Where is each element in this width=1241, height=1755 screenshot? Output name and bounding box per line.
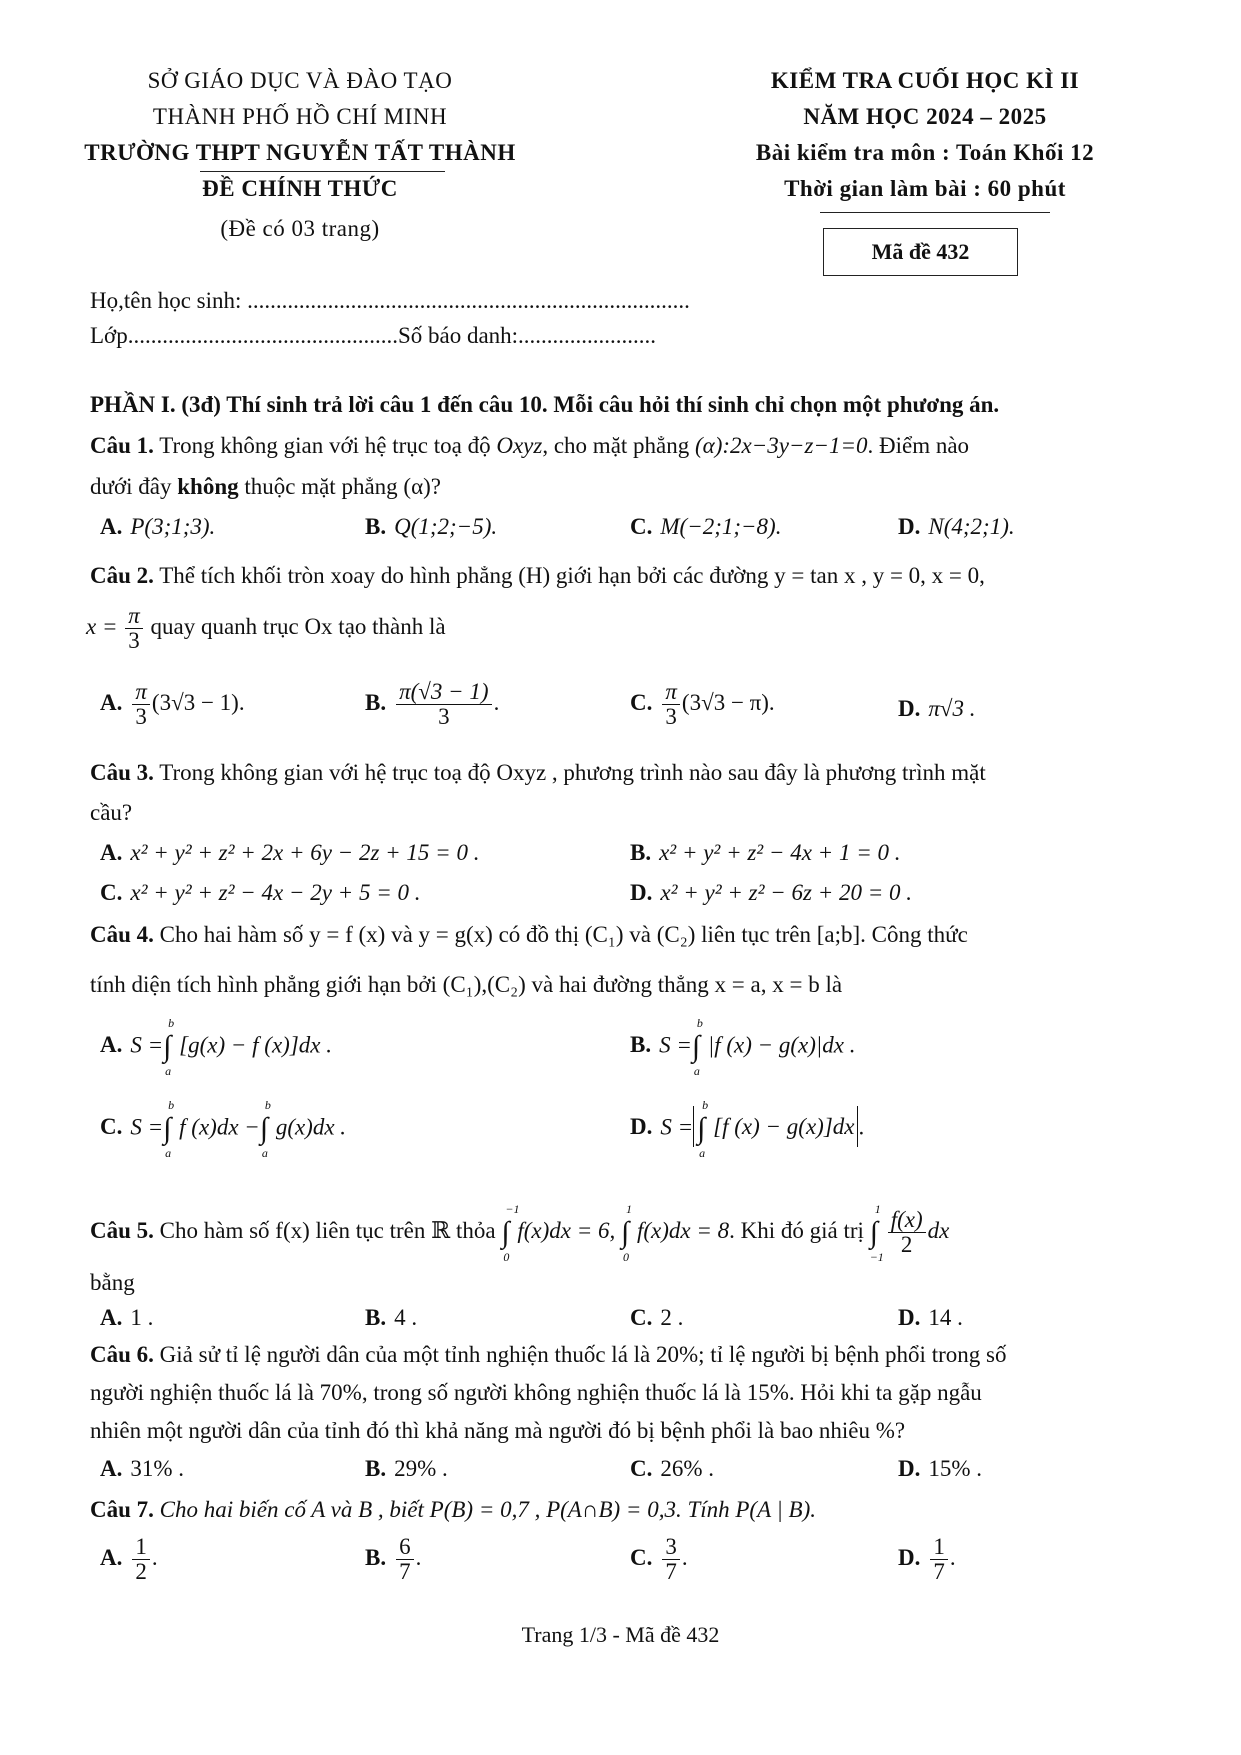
q3-option-b[interactable]: B. x² + y² + z² − 4x + 1 = 0 .	[630, 840, 901, 865]
q5-integral-2: f(x)dx = 8	[637, 1217, 730, 1243]
city-name: THÀNH PHỐ HỒ CHÍ MINH	[152, 104, 448, 129]
exam-code: Mã đề 432	[871, 239, 970, 264]
q5-option-d[interactable]: D. 14 .	[898, 1305, 963, 1330]
q7-label: Câu 7.	[90, 1497, 154, 1522]
q1-text-a: Trong không gian với hệ trục toạ độ	[153, 433, 497, 458]
time-limit: Thời gian làm bài : 60 phút	[784, 176, 1066, 201]
q6-label: Câu 6.	[90, 1342, 154, 1367]
header-underline-left	[200, 171, 445, 172]
q3-option-a[interactable]: A. x² + y² + z² + 2x + 6y − 2z + 15 = 0 .	[100, 840, 480, 865]
q5-option-b[interactable]: B. 4 .	[365, 1305, 418, 1330]
integral-sign: ∫ b a	[697, 1098, 709, 1160]
question-3	[90, 760, 986, 786]
question-1	[90, 433, 969, 459]
question-4	[90, 922, 968, 948]
q4-option-c[interactable]: C. S =∫ b a f (x)dx −∫ b a g(x)dx .	[100, 1098, 347, 1160]
q5-option-a[interactable]: A. 1 .	[100, 1305, 154, 1330]
question-6-line3: nhiên một người dân của tỉnh đó thì khả năng mà người đó bị bệnh phổi là bao nhiêu %?	[90, 1418, 906, 1443]
q6-line1: Giả sử tỉ lệ người dân của một tỉnh nghiện thuốc lá là 20%; tỉ lệ người bị bệnh phổi trong số	[153, 1342, 1007, 1367]
q2-line2: quay quanh trục Ox tạo thành là	[144, 613, 446, 639]
integral-sign: ∫ b a	[259, 1098, 271, 1160]
q1-line2-a: dưới đây	[90, 474, 178, 499]
q6-option-b[interactable]: B. 29% .	[365, 1456, 448, 1481]
q4-option-b[interactable]: B. S =∫ b a |f (x) − g(x)|dx .	[630, 1016, 856, 1078]
page-count-note: (Đề có 03 trang)	[220, 216, 380, 241]
q2-x-eq: x =	[86, 613, 118, 639]
q6-option-d[interactable]: D. 15% .	[898, 1456, 983, 1481]
q3-option-d[interactable]: D. x² + y² + z² − 6z + 20 = 0 .	[630, 880, 912, 905]
q6-option-a[interactable]: A. 31% .	[100, 1456, 185, 1481]
q1-plane: (α):2x−3y−z−1=0	[695, 433, 868, 458]
q7-option-a[interactable]: A. $\frac{1}{2}$ .	[100, 1534, 158, 1585]
q1-text-b: , cho mặt phẳng	[542, 433, 695, 458]
q7-option-c[interactable]: C. $\frac{3}{7}$ .	[630, 1534, 688, 1585]
question-5	[90, 1201, 950, 1264]
q1-option-a[interactable]: A. P(3;1;3).	[100, 514, 216, 539]
part1-heading: PHẦN I. (3đ) Thí sinh trả lời câu 1 đến câu 10. Mỗi câu hỏi thí sinh chỉ chọn một phương án.	[90, 392, 1000, 417]
q2-option-a[interactable]: A. $\frac{\pi}{3}$ (3√3 − 1).	[100, 679, 245, 730]
integral-sign: ∫ b a	[163, 1016, 175, 1078]
page-footer: Trang 1/3 - Mã đề 432	[521, 1622, 720, 1647]
q1-label: Câu 1.	[90, 433, 154, 458]
q5-fx-over-2: $\frac{f(x)}{2}$	[888, 1208, 926, 1257]
q5-label: Câu 5.	[90, 1217, 154, 1243]
q6-option-c[interactable]: C. 26% .	[630, 1456, 715, 1481]
q5-option-c[interactable]: C. 2 .	[630, 1305, 684, 1330]
question-4-line2: tính diện tích hình phẳng giới hạn bởi (C₁),(C₂) và hai đường thẳng x = a, x = b là	[90, 972, 843, 997]
question-2	[90, 563, 985, 589]
question-7	[90, 1497, 816, 1523]
integral-sign: ∫ b a	[163, 1098, 175, 1160]
question-6-line2: người nghiện thuốc lá là 70%, trong số người không nghiện thuốc lá là 15%. Hỏi khi ta gặp ngẫu	[90, 1380, 982, 1405]
q1-option-b[interactable]: B. Q(1;2;−5).	[365, 514, 498, 539]
q7-option-b[interactable]: B. $\frac{6}{7}$ .	[365, 1534, 422, 1585]
q5-dx: dx	[927, 1217, 950, 1243]
q1-not: không	[177, 474, 239, 499]
q2-pi-over-3: $\frac{\pi}{3}$	[125, 604, 143, 653]
integral-sign: ∫ b a	[691, 1016, 703, 1078]
integral-sign: ∫ 1 −1	[869, 1201, 884, 1264]
school-name: TRƯỜNG THPT NGUYỄN TẤT THÀNH	[84, 140, 516, 165]
q4-option-a[interactable]: A. S =∫ b a [g(x) − f (x)]dx .	[100, 1016, 332, 1078]
q4-option-d[interactable]: D. S = ∫ b a [f (x) − g(x)]dx .	[630, 1098, 865, 1160]
header-underline-right	[820, 212, 1050, 213]
department-name: SỞ GIÁO DỤC VÀ ĐÀO TẠO	[147, 68, 453, 93]
q1-oxyz: Oxyz	[496, 433, 543, 458]
q1-line2-b: thuộc mặt phẳng (α)?	[238, 474, 441, 499]
integral-sign: ∫ 1 0	[621, 1201, 632, 1264]
question-2-line2	[86, 604, 446, 653]
q1-option-c[interactable]: C. M(−2;1;−8).	[630, 514, 782, 539]
q3-option-c[interactable]: C. x² + y² + z² − 4x − 2y + 5 = 0 .	[100, 880, 421, 905]
q5-integral-1: f(x)dx = 6,	[517, 1217, 616, 1243]
q5-text-a: Cho hàm số f(x) liên tục trên ℝ thỏa	[153, 1217, 502, 1243]
q4-label: Câu 4.	[90, 922, 154, 947]
student-name-field: Họ,tên học sinh: .............................................................................	[90, 288, 690, 313]
q1-option-d[interactable]: D. N(4;2;1).	[898, 514, 1015, 539]
official-label: ĐỀ CHÍNH THỨC	[202, 176, 398, 201]
question-3-line2: cầu?	[90, 800, 133, 825]
exam-title: KIỂM TRA CUỐI HỌC KÌ II	[770, 68, 1080, 93]
q5-text-b: . Khi đó giá trị	[729, 1217, 864, 1243]
class-id-field: Lớp...............................................Số báo danh:........................	[90, 323, 657, 348]
integral-sign: ∫ −1 0	[501, 1201, 520, 1264]
school-year: NĂM HỌC 2024 – 2025	[803, 104, 1047, 129]
q2-option-d[interactable]: D. π√3 .	[898, 696, 976, 721]
exam-code-box	[823, 228, 1018, 276]
q2-option-b[interactable]: B. $\frac{\pi(√3 - 1)}{3}$ .	[365, 679, 500, 730]
question-5-line2: bằng	[90, 1270, 135, 1295]
q2-text: Thể tích khối tròn xoay do hình phẳng (H) giới hạn bởi các đường y = tan x , y = 0, x = 0,	[153, 563, 985, 588]
q1-text-c: . Điểm nào	[867, 433, 970, 458]
q3-text: Trong không gian với hệ trục toạ độ Oxyz , phương trình nào sau đây là phương trình mặt	[153, 760, 986, 785]
q4-text: Cho hai hàm số y = f (x) và y = g(x) có đồ thị (C₁) và (C₂) liên tục trên [a;b]. Công thức	[153, 922, 968, 947]
q2-label: Câu 2.	[90, 563, 154, 588]
q3-label: Câu 3.	[90, 760, 154, 785]
subject: Bài kiểm tra môn : Toán Khối 12	[755, 140, 1095, 165]
question-1-line2	[90, 474, 441, 500]
q7-text: Cho hai biến cố A và B , biết P(B) = 0,7 , P(A∩B) = 0,3. Tính P(A | B).	[153, 1497, 816, 1522]
question-6	[90, 1342, 1006, 1368]
q7-option-d[interactable]: D. $\frac{1}{7}$ .	[898, 1534, 956, 1585]
q2-option-c[interactable]: C. $\frac{\pi}{3}$ (3√3 − π).	[630, 679, 775, 730]
